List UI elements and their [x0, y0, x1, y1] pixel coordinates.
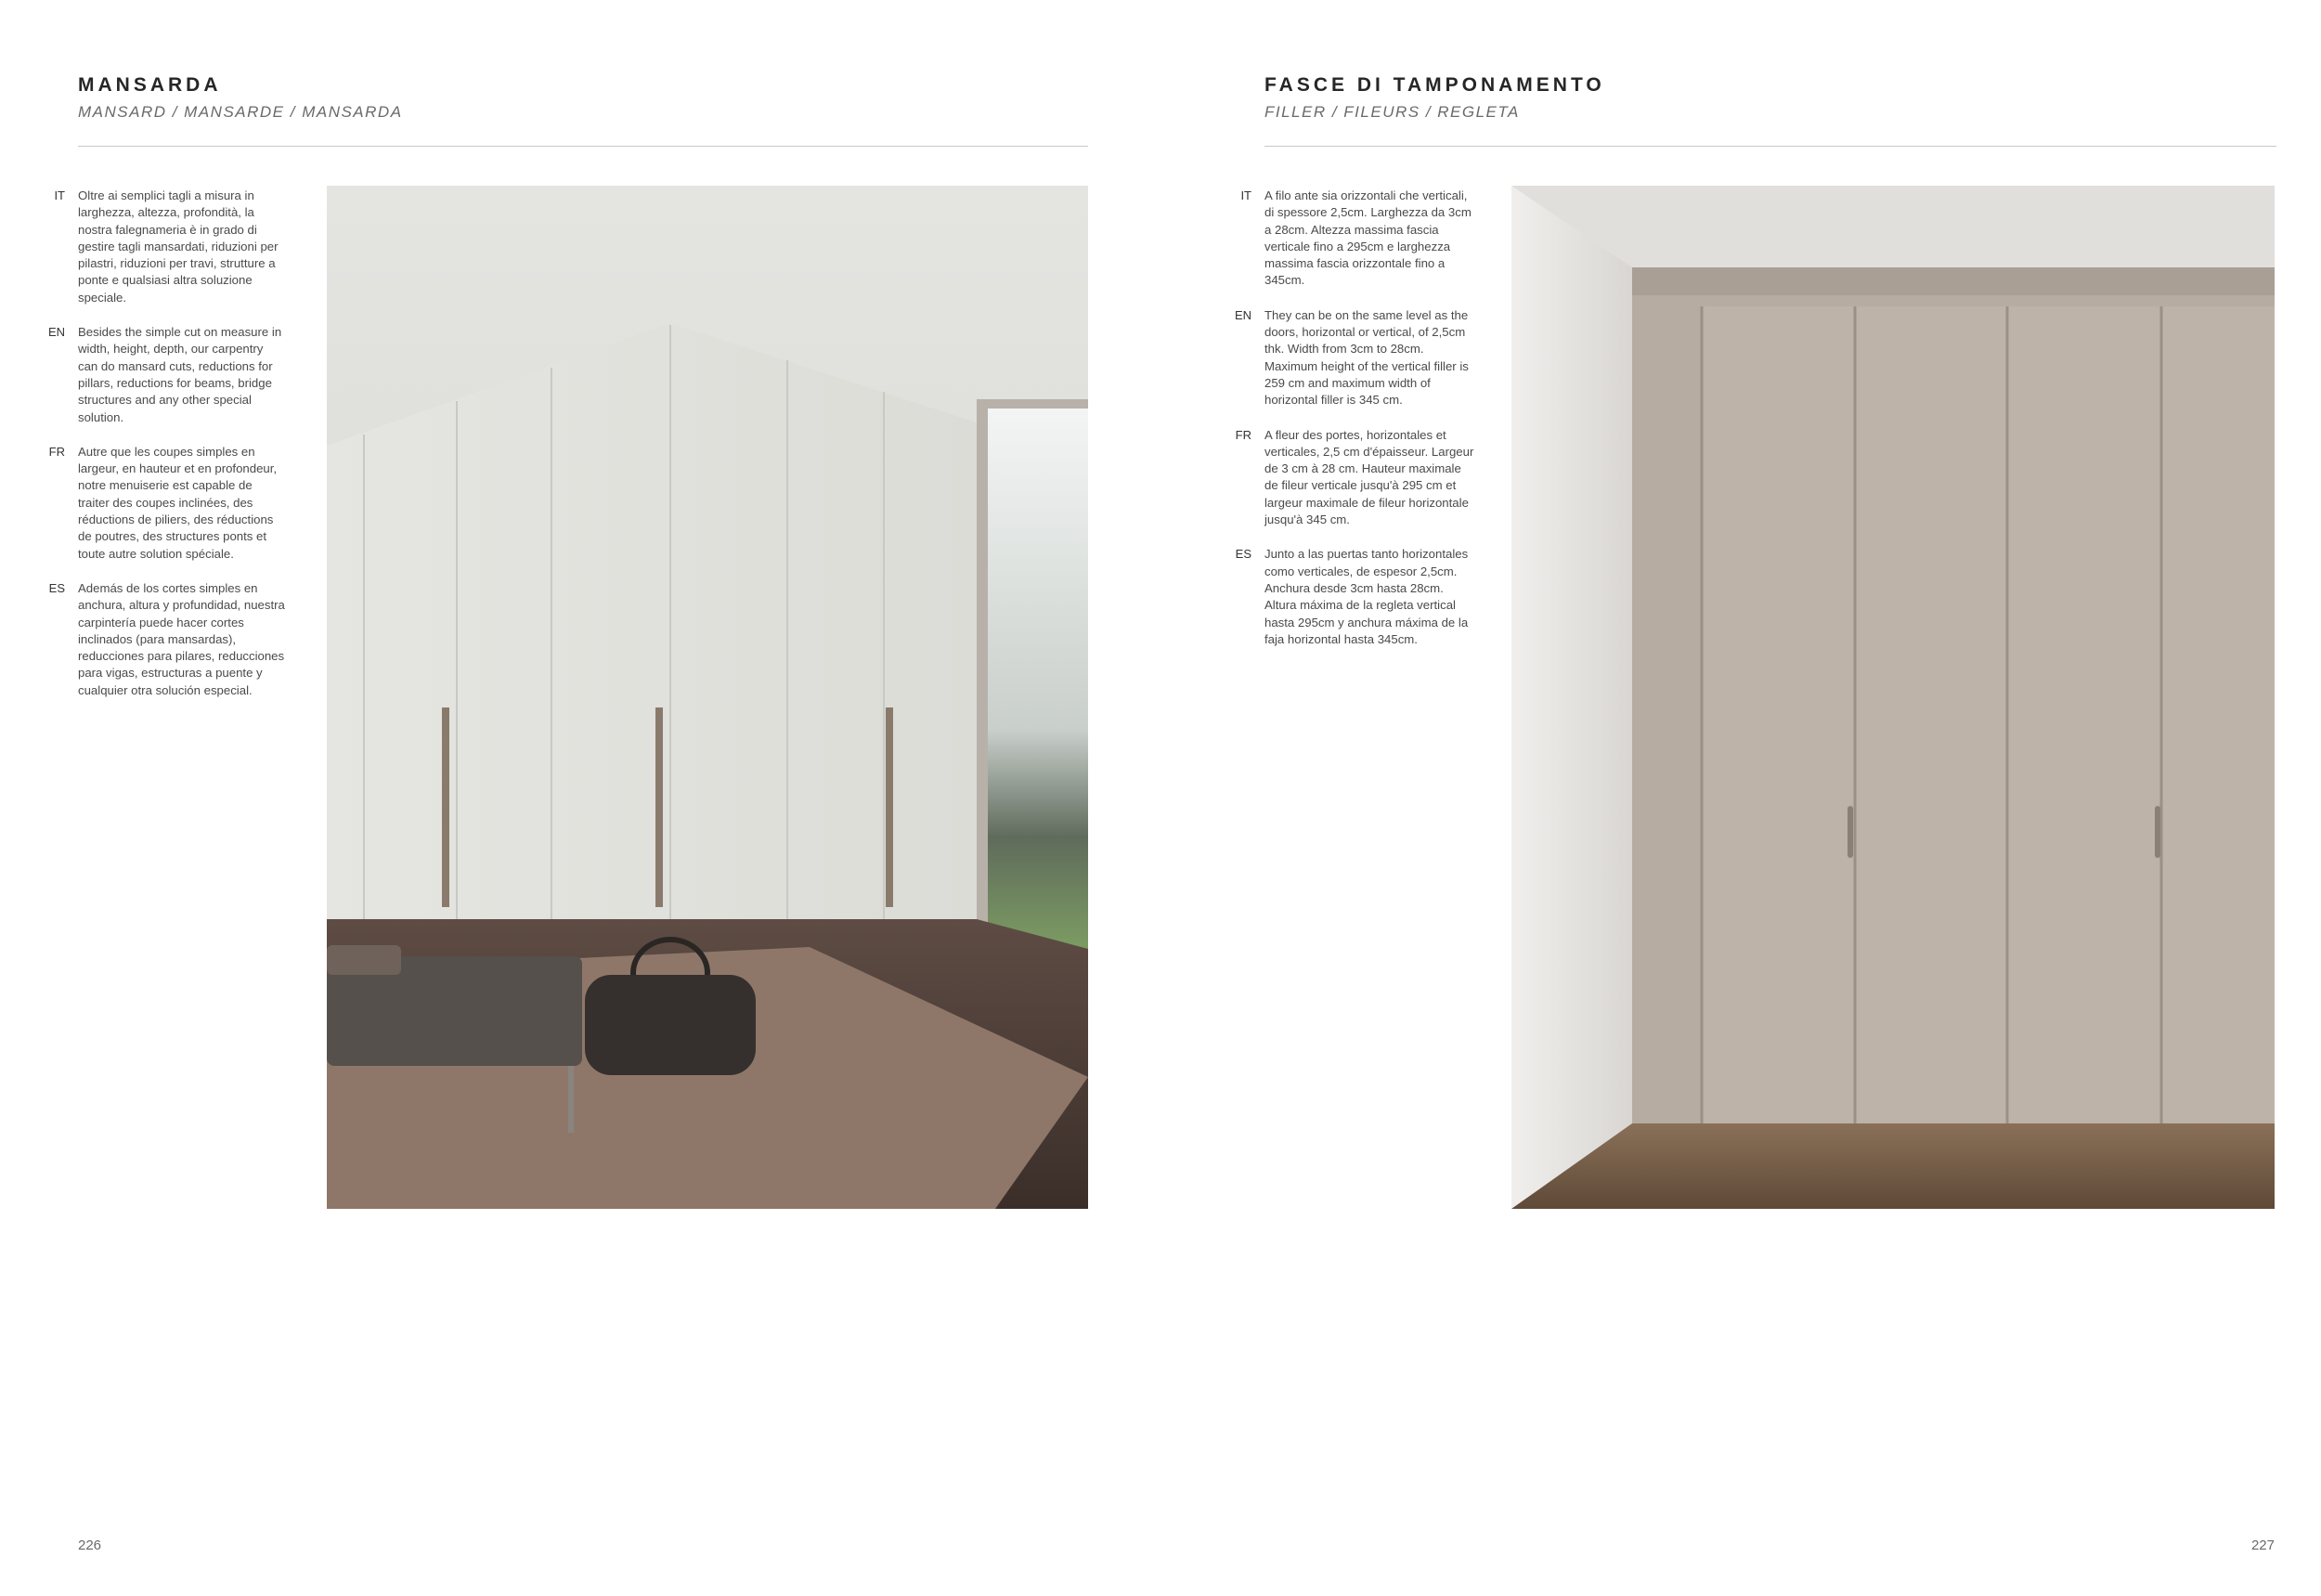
text-block-en: [1231, 307, 1476, 409]
language-label: FR: [48, 444, 65, 459]
page-title: MANSARDA: [78, 74, 222, 96]
page-number: 226: [78, 1538, 102, 1553]
language-label: ES: [1235, 547, 1251, 562]
text-block-it: [45, 188, 286, 306]
header-divider: [1264, 146, 2276, 147]
mansard-wardrobe-photo: [327, 186, 1088, 1209]
page-subtitle: FILLER / FILEURS / REGLETA: [1264, 103, 1520, 121]
description-text: Autre que les coupes simples en largeur, en hauteur et en profondeur, notre menuiserie est capable de traiter des coupes inclinées, des réductions de piliers, des réductions de poutres, des structures ponts et toute autre solution spéciale.: [78, 444, 278, 561]
page-subtitle: MANSARD / MANSARDE / MANSARDA: [78, 103, 403, 121]
description-text: They can be on the same level as the doors, horizontal or vertical, of 2,5cm thk. Width from 3cm to 28cm. Maximum height of the vertical filler is 259 cm and maximum width of horizontal filler is 345 cm.: [1264, 307, 1469, 408]
text-block-es: [45, 580, 286, 699]
language-label: ES: [48, 580, 65, 595]
text-block-fr: [1231, 427, 1476, 529]
mansard-wardrobe-illustration: [327, 186, 1088, 1209]
header-divider: [78, 146, 1088, 147]
language-label: IT: [54, 188, 65, 202]
left-page: [0, 0, 1160, 1596]
page-title: FASCE DI TAMPONAMENTO: [1264, 74, 1605, 96]
filler-wardrobe-illustration: [1511, 186, 2275, 1209]
description-column: [1231, 188, 1476, 666]
text-block-es: [1231, 546, 1476, 648]
description-column: [45, 188, 286, 717]
language-label: EN: [1234, 307, 1251, 322]
language-label: FR: [1235, 427, 1251, 442]
text-block-it: [1231, 188, 1476, 290]
right-page: [1160, 0, 2321, 1596]
language-label: EN: [47, 325, 65, 340]
description-text: Besides the simple cut on measure in width, height, depth, our carpentry can do mansard cuts, reductions for pillars, reductions for beams, bridge structures and any other special solution.: [78, 325, 282, 424]
description-text: Además de los cortes simples en anchura, altura y profundidad, nuestra carpintería puede hacer cortes inclinados (para mansardas), reducciones para pilares, reducciones para vigas, estructuras a puente y cualquier otra solución especial.: [78, 580, 285, 697]
language-label: IT: [1240, 188, 1251, 202]
description-text: A filo ante sia orizzontali che verticali, di spessore 2,5cm. Larghezza da 3cm a 28cm. Altezza massima fascia verticale fino a 295cm e larghezza massima fascia orizzontale fino a 345cm.: [1264, 188, 1472, 288]
text-block-fr: [45, 444, 286, 563]
description-text: Oltre ai semplici tagli a misura in larghezza, altezza, profondità, la nostra falegnameria è in grado di gestire tagli mansardati, riduzioni per pilastri, riduzioni per travi, strutture a ponte e qualsiasi altra soluzione speciale.: [78, 188, 279, 305]
text-block-en: [45, 324, 286, 426]
description-text: A fleur des portes, horizontales et verticales, 2,5 cm d'épaisseur. Largeur de 3 cm à 28 cm. Hauteur maximale de fileur verticale jusqu'à 295 cm et largeur maximale de fileur horizontale jusqu'à 345 cm.: [1264, 427, 1474, 527]
description-text: Junto a las puertas tanto horizontales como verticales, de espesor 2,5cm. Anchura desde 3cm hasta 28cm. Altura máxima de la regleta vertical hasta 295cm y anchura máxima de la faja horizontal hasta 345cm.: [1264, 547, 1469, 646]
page-number: 227: [2250, 1538, 2275, 1553]
filler-wardrobe-photo: [1511, 186, 2275, 1209]
